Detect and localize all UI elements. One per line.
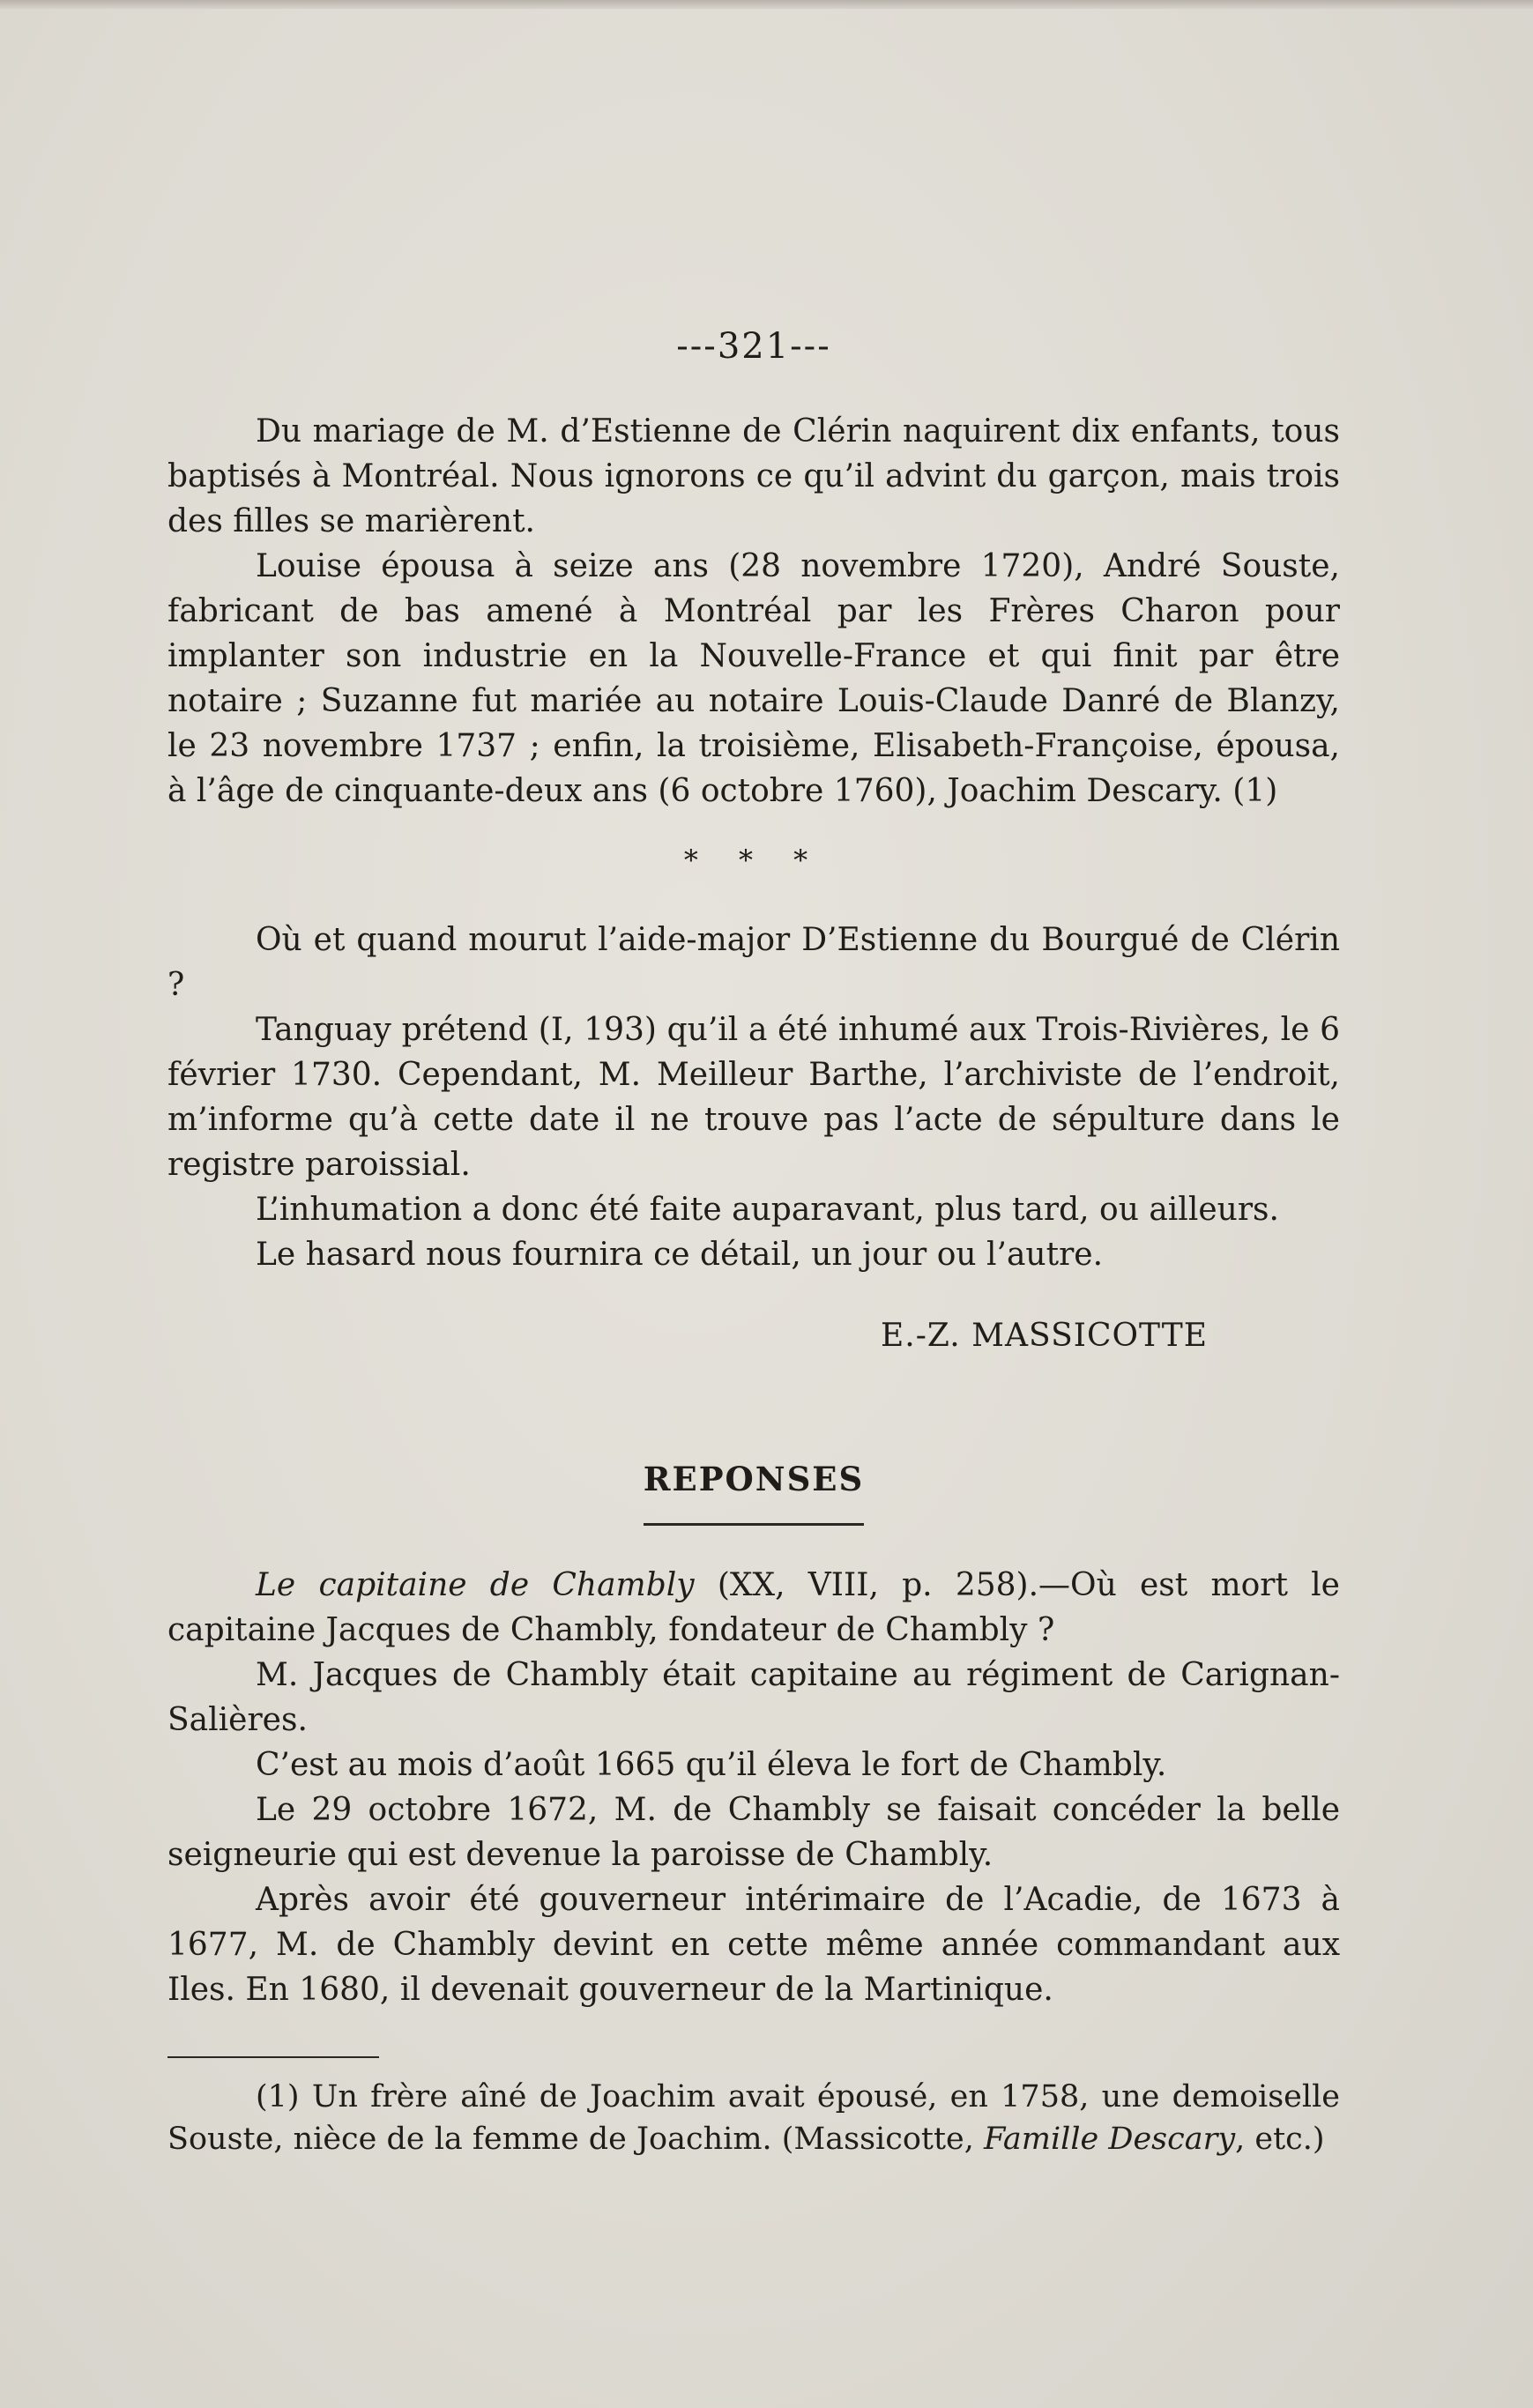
footnote-italic: Famille Descary xyxy=(984,2122,1236,2157)
paragraph-answer-4: Après avoir été gouverneur intérimaire de l’Acadie, de 1673 à 1677, M. de Chambly devint en cette même année commandant aux Iles. En 1680, il devenait gouverneur de la Martinique. xyxy=(167,1882,1340,2008)
page-number: ---321--- xyxy=(676,326,831,367)
paragraph-mariage: Du mariage de M. d’Estienne de Clérin naquirent dix enfants, tous baptisés à Montréal. Nous ignorons ce qu’il advint du garçon, mais trois des filles se marièrent. xyxy=(167,413,1340,539)
section-separator: * * * xyxy=(683,844,824,877)
paragraph-hasard: Le hasard nous fournira ce détail, un jour ou l’autre. xyxy=(256,1237,1104,1273)
paragraph-answer-1: M. Jacques de Chambly était capitaine au régiment de Carignan-Salières. xyxy=(167,1657,1340,1738)
footnote xyxy=(167,2076,1340,2160)
section-title-reponses: REPONSES xyxy=(643,1460,865,1498)
paragraph-question-deces: Où et quand mourut l’aide-major D’Estienne du Bourgué de Clérin ? xyxy=(167,922,1340,1003)
footnote-text xyxy=(167,2076,1340,2160)
document-body xyxy=(167,326,1340,2160)
question-title: Le capitaine de Chambly xyxy=(256,1567,695,1603)
page-top-edge xyxy=(0,0,1533,9)
footnote-text-before: (1) Un frère aîné de Joachim avait épousé, en 1758, une demoiselle Souste, nièce de la femme de Joachim. (Massicotte, xyxy=(167,2079,1340,2157)
paragraph-question-chambly xyxy=(167,1563,1340,1653)
question-text: (XX, VIII, p. 258).—Où est mort le capitaine Jacques de Chambly, fondateur de Chambly ? xyxy=(167,1567,1340,1648)
footnote-rule xyxy=(167,2056,379,2058)
paragraph-answer-2: C’est au mois d’août 1665 qu’il éleva le fort de Chambly. xyxy=(256,1747,1167,1783)
paragraph-inhumation: L’inhumation a donc été faite auparavant, plus tard, ou ailleurs. xyxy=(256,1192,1279,1228)
author-signature: E.-Z. MASSICOTTE xyxy=(881,1318,1208,1354)
paragraph-filles: Louise épousa à seize ans (28 novembre 1720), André Souste, fabricant de bas amené à Montréal par les Frères Charon pour implanter son industrie en la Nouvelle-France et qui finit par être notaire ; Suzanne fut mariée au notaire Louis-Claude Danré de Blanzy, le 23 novembre 1737 ; enfin, la troisième, Elisabeth-Françoise, épousa, à l’âge de cinquante-deux ans (6 octobre 1760), Joachim Descary. (1) xyxy=(167,548,1340,809)
footnote-text-after: , etc.) xyxy=(1235,2122,1325,2157)
paragraph-answer-3: Le 29 octobre 1672, M. de Chambly se faisait concéder la belle seigneurie qui est devenue la paroisse de Chambly. xyxy=(167,1792,1340,1873)
paragraph-tanguay: Tanguay prétend (I, 193) qu’il a été inhumé aux Trois-Rivières, le 6 février 1730. Cependant, M. Meilleur Barthe, l’archiviste de l’endroit, m’informe qu’à cette date il ne trouve pas l’acte de sépulture dans le registre paroissial. xyxy=(167,1012,1340,1183)
title-rule xyxy=(644,1523,864,1526)
